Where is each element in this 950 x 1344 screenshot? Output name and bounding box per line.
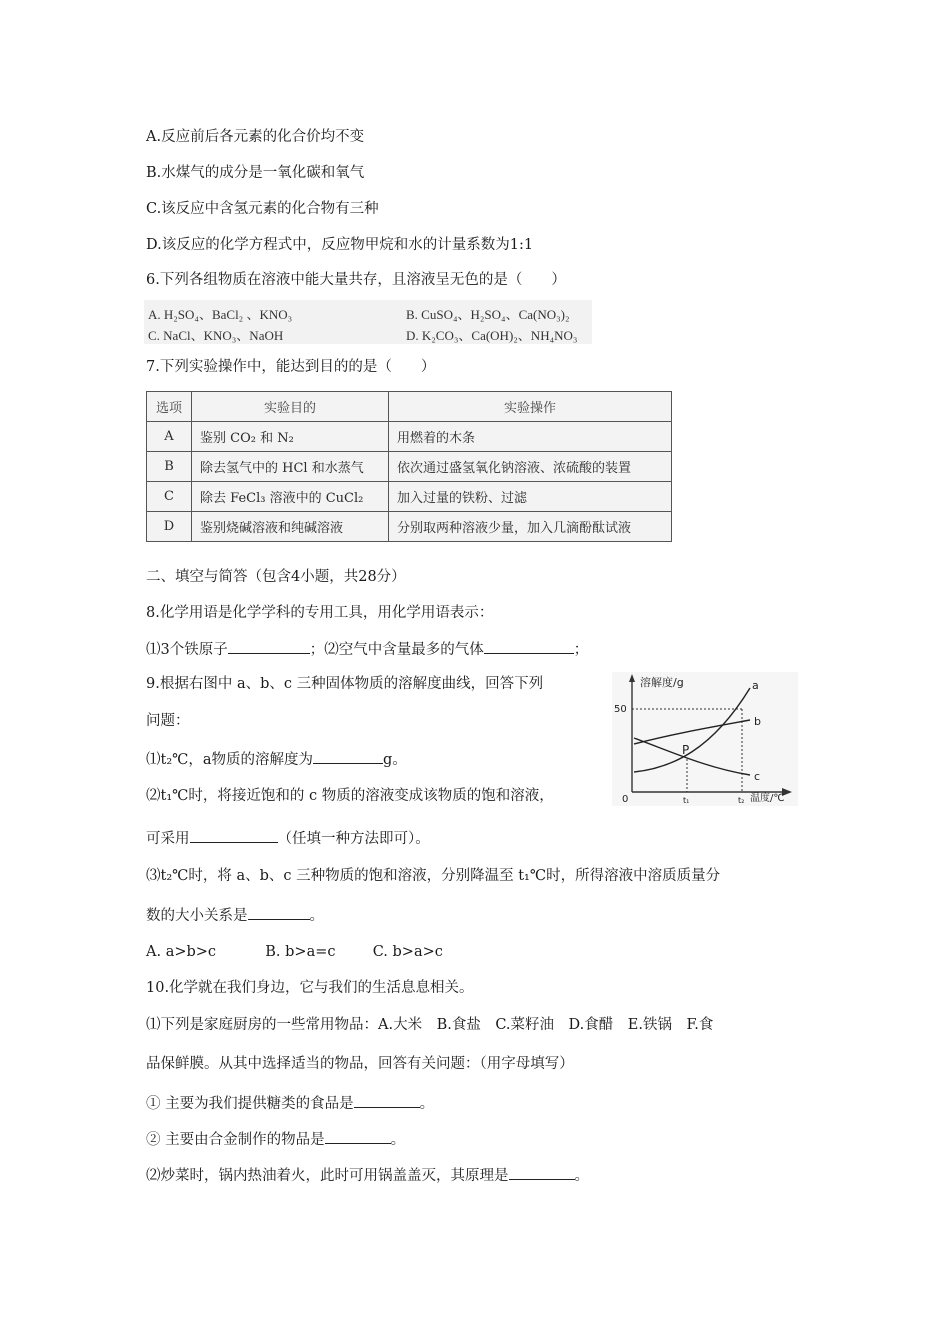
q10-sub1-cont: 品保鲜膜。从其中选择适当的物品，回答有关问题：（用字母填写）	[146, 1056, 574, 1072]
x-tick-t2: t₂	[738, 796, 745, 805]
q5-option-a: A.反应前后各元素的化合价均不变	[146, 129, 365, 145]
answer-blank[interactable]	[354, 1093, 420, 1108]
header-option: 选项	[147, 392, 192, 422]
table-cell: 依次通过盛氢氧化钠溶液、浓硫酸的装置	[389, 452, 672, 482]
q9-sub3-text: 数的大小关系是	[146, 908, 248, 924]
q10-stem: 10.化学就在我们身边，它与我们的生活息息相关。	[146, 980, 474, 996]
table-cell: D	[147, 512, 192, 542]
q10-sub2-text: ⑵炒菜时，锅内热油着火，此时可用锅盖盖灭，其原理是	[146, 1168, 509, 1184]
q5-option-d: D.该反应的化学方程式中，反应物甲烷和水的计量系数为1:1	[146, 237, 534, 253]
q9-sub2-text: 可采用	[146, 831, 190, 847]
table-row	[147, 512, 672, 542]
table-cell: 除去氢气中的 HCl 和水蒸气	[192, 452, 389, 482]
answer-blank[interactable]	[248, 905, 310, 920]
q9-stem-cont: 问题：	[146, 713, 190, 729]
curve-c-label: c	[754, 770, 761, 783]
table-cell: A	[147, 422, 192, 452]
curve-b	[634, 720, 750, 744]
period: 。	[574, 1168, 589, 1184]
curve-b-label: b	[754, 715, 761, 728]
q9-sub2: ⑵t₁℃时，将接近饱和的 c 物质的溶液变成该物质的饱和溶液，	[146, 788, 554, 804]
q9-choice-b: B. b>a=c	[265, 944, 336, 960]
q9-stem: 9.根据右图中 a、b、c 三种固体物质的溶解度曲线，回答下列	[146, 676, 544, 692]
table-row	[147, 452, 672, 482]
table-cell: 用燃着的木条	[389, 422, 672, 452]
table-cell: C	[147, 482, 192, 512]
x-axis-label: 温度/℃	[750, 793, 785, 804]
answer-blank[interactable]	[313, 749, 383, 764]
q9-sub3-tail: 。	[309, 908, 324, 924]
q9-sub2-tail: （任填一种方法即可）。	[277, 831, 430, 847]
q8-part2: ；⑵空气中含量最多的气体	[309, 642, 484, 658]
q5-option-c: C.该反应中含氢元素的化合物有三种	[146, 201, 379, 217]
q10-sub1: ⑴下列是家庭厨房的一些常用物品：A.大米 B.食盐 C.菜籽油 D.食醋 E.铁锅 F.食	[146, 1017, 714, 1033]
q9-choice-c: C. b>a>c	[372, 944, 443, 960]
q10-item2-text: ② 主要由合金制作的物品是	[146, 1132, 325, 1148]
header-purpose: 实验目的	[192, 392, 389, 422]
section-heading: 二、填空与简答（包含4小题，共28分）	[146, 569, 406, 585]
answer-blank[interactable]	[325, 1129, 391, 1144]
q8-answers	[146, 639, 588, 660]
table-cell: 加入过量的铁粉、过滤	[389, 482, 672, 512]
answer-blank[interactable]	[484, 639, 574, 654]
answer-blank[interactable]	[228, 639, 310, 654]
q10-item1-text: ① 主要为我们提供糖类的食品是	[146, 1096, 354, 1112]
q9-choice-a: A. a>b>c	[146, 944, 217, 960]
table-cell: 鉴别 CO₂ 和 N₂	[192, 422, 389, 452]
q9-sub1-unit: g。	[383, 752, 407, 768]
table-cell: 鉴别烧碱溶液和纯碱溶液	[192, 512, 389, 542]
header-operation: 实验操作	[389, 392, 672, 422]
q6-option-a: A. H₂SO₄、BaCl₂ 、KNO₃	[148, 307, 293, 322]
q10-sub2	[146, 1165, 589, 1186]
table-row	[147, 482, 672, 512]
q9-sub1-text: ⑴t₂℃，a物质的溶解度为	[146, 752, 314, 768]
q7-stem: 7.下列实验操作中，能达到目的的是（ ）	[146, 359, 436, 375]
q6-option-c: C. NaCl、KNO₃、NaOH	[148, 328, 284, 343]
q9-sub3-cont	[146, 905, 324, 926]
table-row	[147, 422, 672, 452]
q8-part1: ⑴3个铁原子	[146, 642, 228, 658]
origin-label: 0	[622, 794, 629, 805]
q9-sub1	[146, 749, 407, 770]
y-axis-arrow	[629, 674, 635, 682]
y-axis-label: 溶解度/g	[640, 676, 684, 689]
q9-sub3: ⑶t₂℃时，将 a、b、c 三种物质的饱和溶液，分别降温至 t₁℃时，所得溶液中溶质质量分	[146, 868, 721, 884]
x-tick-t1: t₁	[683, 796, 690, 805]
q9-choices	[146, 942, 443, 962]
q5-option-b: B.水煤气的成分是一氧化碳和氧气	[146, 165, 365, 181]
period: 。	[419, 1096, 435, 1112]
q10-item1	[146, 1093, 434, 1114]
table-cell: B	[147, 452, 192, 482]
answer-blank[interactable]	[509, 1165, 575, 1180]
q6-option-d: D. K₂CO₃、Ca(OH)₂、NH₄NO₃	[406, 328, 578, 343]
point-p-label: P	[682, 743, 690, 757]
y-tick-50: 50	[614, 704, 627, 715]
q10-item2	[146, 1129, 405, 1150]
solubility-curve-figure	[612, 672, 798, 806]
q8-part3: ；	[573, 642, 589, 658]
experiment-table	[146, 391, 672, 542]
q6-option-b: B. CuSO₄、H₂SO₄、Ca(NO₃)₂	[406, 307, 570, 322]
q6-stem: 6.下列各组物质在溶液中能大量共存，且溶液呈无色的是（ ）	[146, 272, 566, 288]
solubility-curve-svg	[612, 672, 798, 806]
period: 。	[390, 1132, 406, 1148]
table-cell: 除去 FeCl₃ 溶液中的 CuCl₂	[192, 482, 389, 512]
table-header-row	[147, 392, 672, 422]
q9-sub2-cont	[146, 828, 430, 849]
q8-stem: 8.化学用语是化学学科的专用工具，用化学用语表示：	[146, 605, 494, 621]
table-cell: 分别取两种溶液少量，加入几滴酚酞试液	[389, 512, 672, 542]
curve-a-label: a	[752, 679, 759, 692]
answer-blank[interactable]	[190, 828, 278, 843]
q6-options-scan	[144, 300, 592, 344]
